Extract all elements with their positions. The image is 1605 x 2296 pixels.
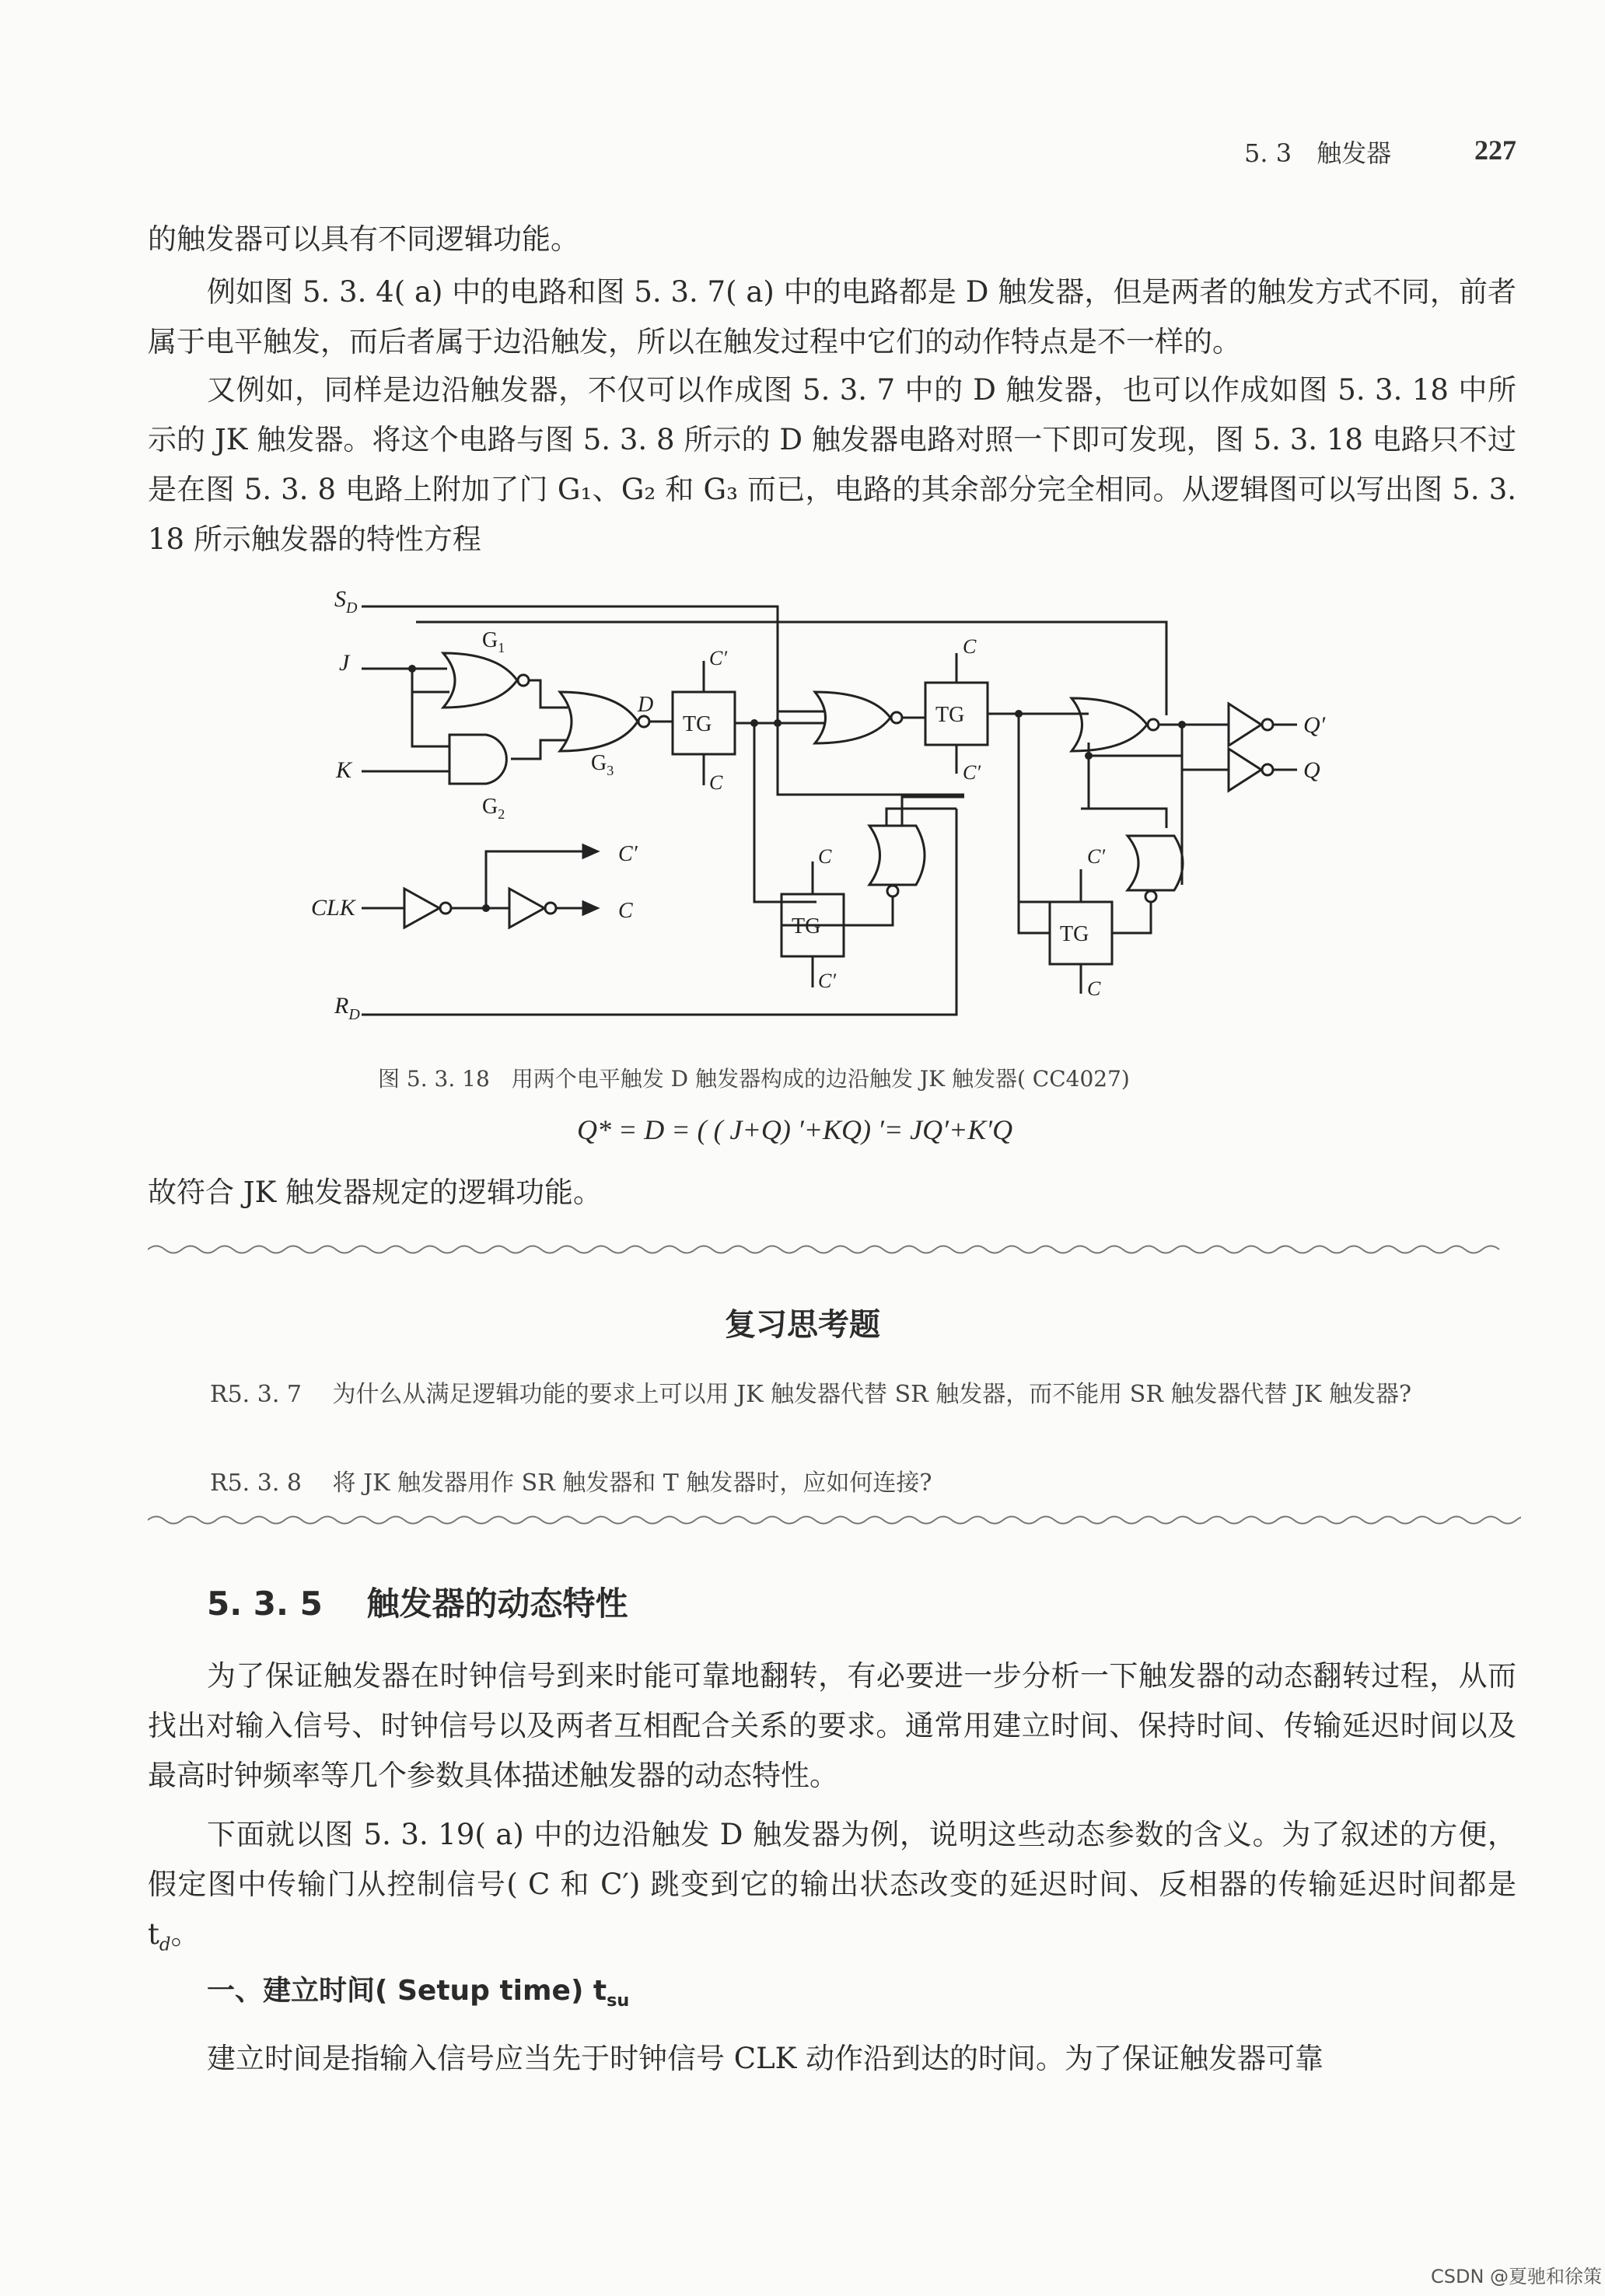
paragraph-continuation: 的触发器可以具有不同逻辑功能。 bbox=[148, 222, 579, 256]
section-number: 5. 3. 5 bbox=[207, 1585, 323, 1623]
g1-label: $G_1$ bbox=[482, 628, 505, 655]
d-label: D bbox=[638, 693, 654, 717]
q-label: Q bbox=[1303, 757, 1320, 783]
paragraph-setup-time: 建立时间是指输入信号应当先于时钟信号 CLK 动作沿到达的时间。为了保证触发器可靠 bbox=[207, 2042, 1324, 2075]
clk-inverter-2 bbox=[509, 889, 544, 928]
g2-label: $G_2$ bbox=[482, 795, 505, 822]
review-question-2 bbox=[210, 1462, 1521, 1505]
paragraph-conclusion: 故符合 JK 触发器规定的逻辑功能。 bbox=[148, 1176, 602, 1209]
tg2-c-prime: C′ bbox=[963, 761, 981, 784]
characteristic-equation: Q* = D = ( ( J+Q) ′+KQ) ′= JQ′+K′Q bbox=[577, 1114, 1013, 1145]
figure-caption: 图 5. 3. 18 用两个电平触发 D 触发器构成的边沿触发 JK 触发器( CC4027) bbox=[378, 1066, 1130, 1092]
nor-gate-2 bbox=[869, 826, 925, 885]
q-prime-inverter bbox=[1229, 704, 1261, 746]
review-q2-id: R5. 3. 8 bbox=[210, 1470, 302, 1497]
tg4-c: C bbox=[1087, 977, 1101, 1000]
paragraph-example-jk: 又例如，同样是边沿触发器，不仅可以作成图 5. 3. 7 中的 D 触发器，也可以作成如图 5. 3. 18 中所示的 JK 触发器。将这个电路与图 5. 3. 8 所示的 D 触发器电路对照一下即可发现，图 5. 3. 18 电路只不过是在图 5. 3. 8 电路上附加了门 G₁、G₂ 和 G₃ 而已，电路的其余部分完全相同。从逻辑图可以写出图 5. 3. 18 所示触发器的特性方程 bbox=[148, 373, 1516, 556]
watermark: CSDN @夏驰和徐策 bbox=[1431, 2266, 1603, 2287]
clk-out-c-prime: C′ bbox=[618, 842, 638, 866]
tg2-c: C bbox=[963, 635, 977, 658]
running-header-section: 5. 3 触发器 bbox=[1244, 138, 1392, 168]
subsection-setup-time: 一、建立时间( Setup time) $t_{su}$ bbox=[207, 1975, 630, 2011]
decorative-rule-top bbox=[148, 1242, 1521, 1256]
nor-gate-3 bbox=[1072, 698, 1147, 751]
tg3-c-prime: C′ bbox=[818, 970, 837, 992]
tg4-c-prime: C′ bbox=[1087, 845, 1106, 868]
g1-bubble bbox=[518, 675, 529, 686]
review-question-1 bbox=[210, 1373, 1521, 1417]
q-inverter bbox=[1229, 749, 1261, 791]
section-heading bbox=[207, 1578, 628, 1625]
j-label: J bbox=[339, 650, 350, 676]
tg2-label: TG bbox=[935, 703, 965, 727]
tg1-c-prime: C′ bbox=[709, 647, 728, 669]
tg3-label: TG bbox=[792, 914, 821, 938]
jk-flip-flop-circuit-diagram bbox=[311, 575, 1384, 1042]
page-number: 227 bbox=[1474, 135, 1516, 166]
review-q2-text: 将 JK 触发器用作 SR 触发器和 T 触发器时，应如何连接? bbox=[332, 1470, 932, 1497]
g3-or-gate bbox=[560, 692, 638, 751]
tg4-label: TG bbox=[1060, 922, 1089, 946]
g3-bubble bbox=[638, 716, 649, 727]
tg1-label: TG bbox=[683, 712, 712, 736]
clk-label: CLK bbox=[311, 895, 355, 921]
clk-out-c: C bbox=[618, 899, 633, 923]
q-prime-label: Q′ bbox=[1303, 712, 1326, 738]
clk-inverter-1 bbox=[404, 889, 439, 928]
paragraph-dynamic-intro: 为了保证触发器在时钟信号到来时能可靠地翻转，有必要进一步分析一下触发器的动态翻转过程，从而找出对输入信号、时钟信号以及两者互相配合关系的要求。通常用建立时间、保持时间、传输延迟时间以及最高时钟频率等几个参数具体描述触发器的动态特性。 bbox=[148, 1659, 1516, 1792]
review-q1-text: 为什么从满足逻辑功能的要求上可以用 JK 触发器代替 SR 触发器，而不能用 SR 触发器代替 JK 触发器? bbox=[332, 1381, 1412, 1408]
g1-or-gate bbox=[443, 653, 517, 708]
review-q1-id: R5. 3. 7 bbox=[210, 1381, 302, 1408]
g2-and-gate bbox=[449, 735, 506, 784]
k-label: K bbox=[336, 757, 352, 783]
paragraph-example-d: 例如图 5. 3. 4( a) 中的电路和图 5. 3. 7( a) 中的电路都是 D 触发器，但是两者的触发方式不同，前者属于电平触发，而后者属于边沿触发，所以在触发过程中它们的动作特点是不一样的。 bbox=[148, 275, 1516, 358]
nor-gate-1 bbox=[815, 692, 890, 743]
section-title: 触发器的动态特性 bbox=[366, 1585, 628, 1623]
tg1-c: C bbox=[709, 771, 723, 794]
decorative-rule-bottom bbox=[148, 1513, 1521, 1527]
sd-label: $S_D$ bbox=[334, 586, 358, 617]
review-section-title: 复习思考题 bbox=[725, 1307, 880, 1343]
g3-label: $G_3$ bbox=[591, 751, 614, 778]
tg3-c: C bbox=[818, 845, 832, 868]
rd-label: $R_D$ bbox=[334, 993, 360, 1023]
paragraph-dynamic-example: 下面就以图 5. 3. 19( a) 中的边沿触发 D 触发器为例，说明这些动态参数的含义。为了叙述的方便，假定图中传输门从控制信号( C 和 C′) 跳变到它的输出状态改变的延迟时间、反相器的传输延迟时间都是 $t_d$。 bbox=[148, 1818, 1516, 1955]
nor-gate-4 bbox=[1128, 836, 1183, 890]
